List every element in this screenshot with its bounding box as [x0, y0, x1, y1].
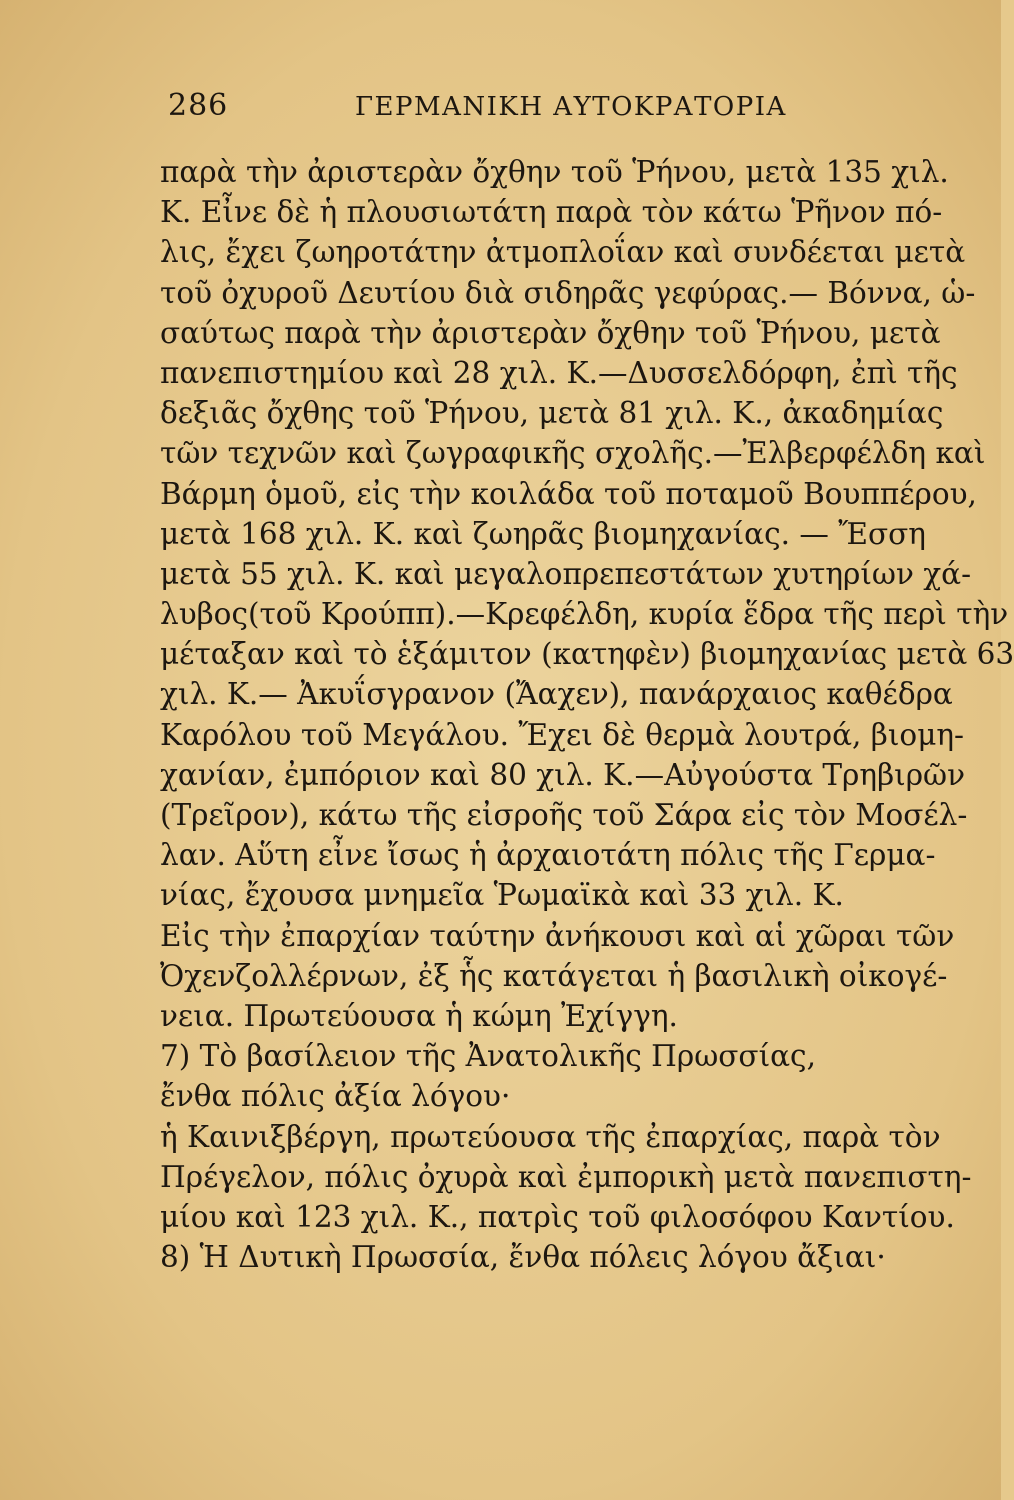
text-line: παρὰ τὴν ἀριστερὰν ὄχθην τοῦ Ῥήνου, μετὰ 135 χιλ. [160, 155, 949, 189]
text-line: τοῦ ὀχυροῦ Δευτίου διὰ σιδηρᾶς γεφύρας.— Βόννα, ὡ- [160, 275, 976, 310]
page-number: 286 [168, 88, 229, 123]
text-line: σαύτως παρὰ τὴν ἀριστερὰν ὄχθην τοῦ Ῥήνου, μετὰ [160, 315, 941, 350]
text-line: τῶν τεχνῶν καὶ ζωγραφικῆς σχολῆς.—Ἐλβερφέλδη καὶ [160, 436, 986, 471]
section-heading-8: 8) Ἡ Δυτικὴ Πρωσσία, ἔνθα πόλεις λόγου ἄξιαι· [160, 1240, 886, 1275]
text-line: Πρέγελον, πόλις ὀχυρὰ καὶ ἐμπορικὴ μετὰ πανεπιστη- [160, 1159, 972, 1194]
text-line: Κ. Εἶνε δὲ ἡ πλουσιωτάτη παρὰ τὸν κάτω Ῥῆνον πό- [160, 195, 943, 230]
text-line: Καρόλου τοῦ Μεγάλου. Ἔχει δὲ θερμὰ λουτρά, βιομη- [160, 717, 965, 752]
text-line: Εἰς τὴν ἐπαρχίαν ταύτην ἀνήκουσι καὶ αἱ χῶραι τῶν [160, 918, 955, 953]
text-line: ἔνθα πόλις ἀξία λόγου· [160, 1079, 511, 1114]
text-line: Ὀχενζολλέρνων, ἐξ ἧς κατάγεται ἡ βασιλικὴ οἰκογέ- [160, 958, 948, 993]
text-line: χιλ. Κ.— Ἀκυΐσγρανον (Ἄαχεν), πανάρχαιος καθέδρα [160, 677, 953, 712]
text-line: μέταξαν καὶ τὸ ἑξάμιτον (κατηφὲν) βιομηχανίας μετὰ 63 [160, 637, 1014, 672]
text-line: (Τρεῖρον), κάτω τῆς εἰσροῆς τοῦ Σάρα εἰς τὸν Μοσέλ- [160, 798, 968, 832]
section-heading-7: 7) Τὸ βασίλειον τῆς Ἀνατολικῆς Πρωσσίας, [160, 1039, 816, 1074]
text-line: δεξιᾶς ὄχθης τοῦ Ῥήνου, μετὰ 81 χιλ. Κ., ἀκαδημίας [160, 396, 944, 431]
text-line: πανεπιστημίου καὶ 28 χιλ. Κ.—Δυσσελδόρφη, ἐπὶ τῆς [160, 355, 958, 390]
text-line: μετὰ 168 χιλ. Κ. καὶ ζωηρᾶς βιομηχανίας. — Ἔσση [160, 516, 926, 551]
running-title: ΓΕΡΜΑΝΙΚΗ ΑΥΤΟΚΡΑΤΟΡΙΑ [355, 92, 787, 122]
text-line: λις, ἔχει ζωηροτάτην ἀτμοπλοΐαν καὶ συνδέεται μετὰ [160, 235, 966, 270]
text-line: Βάρμη ὁμοῦ, εἰς τὴν κοιλάδα τοῦ ποταμοῦ Βουππέρου, [160, 476, 977, 511]
text-line: λυβος(τοῦ Κρούππ).—Κρεφέλδη, κυρία ἕδρα τῆς περὶ τὴν [160, 597, 1009, 632]
text-line: μετὰ 55 χιλ. Κ. καὶ μεγαλοπρεπεστάτων χυτηρίων χά- [160, 556, 972, 591]
text-line: νεια. Πρωτεύουσα ἡ κώμη Ἐχίγγη. [160, 998, 678, 1033]
body-text [160, 152, 1014, 1277]
text-line: λαν. Αὕτη εἶνε ἴσως ἡ ἀρχαιοτάτη πόλις τῆς Γερμα- [160, 838, 936, 873]
text-line: νίας, ἔχουσα μνημεῖα Ῥωμαϊκὰ καὶ 33 χιλ. Κ. [160, 878, 844, 913]
text-line: χανίαν, ἐμπόριον καὶ 80 χιλ. Κ.—Αὐγούστα Τρηβιρῶν [160, 757, 966, 792]
text-line: μίου καὶ 123 χιλ. Κ., πατρὶς τοῦ φιλοσόφου Καντίου. [160, 1199, 955, 1234]
text-line: ἡ Καινιξβέργη, πρωτεύουσα τῆς ἐπαρχίας, παρὰ τὸν [160, 1119, 941, 1154]
